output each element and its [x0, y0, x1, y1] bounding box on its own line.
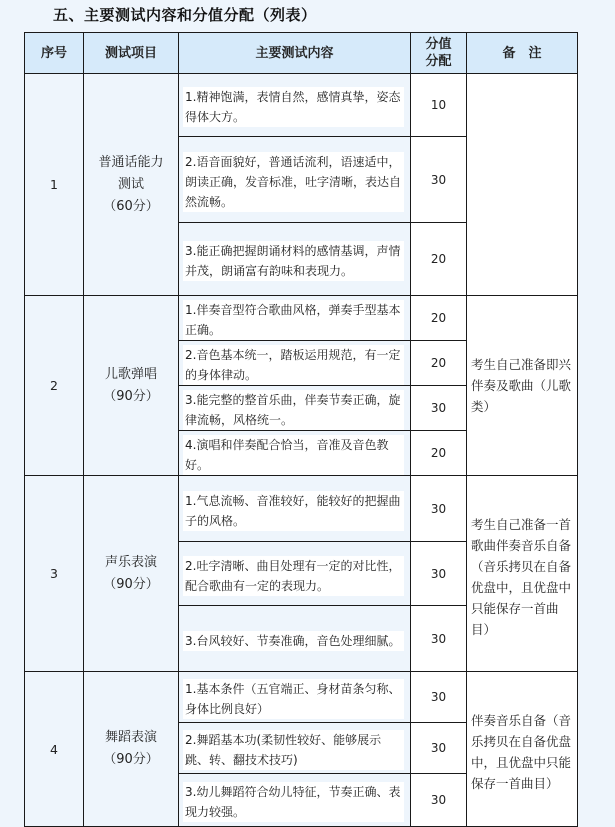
content-text: 3.幼儿舞蹈符合幼儿特征，节奏正确、表现力较强。 — [183, 782, 404, 822]
content-text: 3.能完整的整首乐曲，伴奏节奏正确，旋律流畅，风格统一。 — [183, 390, 404, 430]
score-cell: 30 — [411, 476, 467, 542]
content-text: 4.演唱和伴奏配合恰当，音准及音色教好。 — [183, 435, 404, 475]
item-line: 测试 — [117, 176, 144, 192]
content-cell — [179, 774, 411, 827]
content-cell — [179, 137, 411, 223]
test-content-table — [24, 32, 578, 827]
content-text: 3.能正确把握朗诵材料的感情基调，声情并茂，朗诵富有韵味和表现力。 — [183, 241, 404, 281]
table-row — [25, 296, 578, 341]
content-cell — [179, 74, 411, 137]
item-line: 儿歌弹唱 — [104, 366, 157, 382]
table-row — [25, 672, 578, 723]
item-line: （60分） — [103, 198, 159, 214]
content-cell — [179, 341, 411, 386]
score-cell: 30 — [411, 137, 467, 223]
table-row — [25, 476, 578, 542]
content-text: 2.吐字清晰、曲目处理有一定的对比性，配合歌曲有一定的表现力。 — [183, 556, 404, 596]
content-text: 2.舞蹈基本功(柔韧性较好、能够展示跳、转、翻技术技巧) — [183, 730, 404, 770]
header-score — [411, 33, 467, 74]
score-cell: 30 — [411, 542, 467, 606]
content-cell — [179, 723, 411, 774]
section-title: 五、主要测试内容和分值分配（列表） — [53, 6, 317, 24]
header-note: 备 注 — [467, 33, 578, 74]
content-cell — [179, 672, 411, 723]
item-line: 声乐表演 — [104, 554, 157, 570]
note-cell — [467, 74, 578, 296]
note-cell: 考生自己准备即兴伴奏及歌曲（儿歌类） — [467, 296, 578, 476]
item-cell — [84, 296, 179, 476]
content-cell — [179, 606, 411, 672]
header-item: 测试项目 — [84, 33, 179, 74]
seq-cell: 2 — [25, 296, 84, 476]
seq-cell: 3 — [25, 476, 84, 672]
content-cell — [179, 223, 411, 296]
score-cell: 30 — [411, 606, 467, 672]
table-row — [25, 74, 578, 137]
header-score-line1: 分值 — [425, 37, 452, 52]
item-line: （90分） — [103, 388, 159, 404]
content-text: 1.伴奏音型符合歌曲风格，弹奏手型基本正确。 — [183, 300, 404, 340]
content-text: 2.音色基本统一，踏板运用规范，有一定的身体律动。 — [183, 345, 404, 385]
score-cell: 30 — [411, 386, 467, 431]
score-cell: 10 — [411, 74, 467, 137]
content-text: 1.精神饱满，表情自然，感情真挚，姿态得体大方。 — [183, 87, 404, 127]
score-cell: 20 — [411, 223, 467, 296]
item-line: （90分） — [103, 752, 159, 767]
content-text: 2.语音面貌好，普通话流利，语速适中，朗读正确，发音标准，吐字清晰，表达自然流畅。 — [183, 152, 404, 212]
header-seq: 序号 — [25, 33, 84, 74]
score-cell: 20 — [411, 431, 467, 476]
score-cell: 20 — [411, 296, 467, 341]
item-line: 舞蹈表演 — [104, 730, 157, 745]
header-score-line2: 分配 — [425, 54, 452, 69]
item-cell — [84, 74, 179, 296]
content-text: 1.基本条件（五官端正、身材苗条匀称、身体比例良好） — [183, 679, 404, 719]
content-cell — [179, 476, 411, 542]
score-cell: 30 — [411, 723, 467, 774]
content-cell — [179, 542, 411, 606]
content-cell — [179, 431, 411, 476]
score-cell: 30 — [411, 774, 467, 827]
seq-cell: 4 — [25, 672, 84, 827]
content-text: 3.台风较好、节奏准确，音色处理细腻。 — [183, 631, 404, 651]
score-cell: 30 — [411, 672, 467, 723]
content-cell — [179, 296, 411, 341]
item-cell — [84, 672, 179, 827]
note-cell: 考生自己准备一首歌曲伴奏音乐自备（音乐拷贝在自备优盘中，且优盘中只能保存一首曲目） — [467, 476, 578, 672]
item-line: 普通话能力 — [98, 154, 164, 170]
item-cell — [84, 476, 179, 672]
content-cell — [179, 386, 411, 431]
score-cell: 20 — [411, 341, 467, 386]
content-text: 1.气息流畅、音准较好，能较好的把握曲子的风格。 — [183, 491, 404, 531]
item-line: （90分） — [103, 576, 159, 592]
header-content: 主要测试内容 — [179, 33, 411, 74]
table-header-row — [25, 33, 578, 74]
note-cell: 伴奏音乐自备（音乐拷贝在自备优盘中，且优盘中只能保存一首曲目） — [467, 672, 578, 827]
seq-cell: 1 — [25, 74, 84, 296]
